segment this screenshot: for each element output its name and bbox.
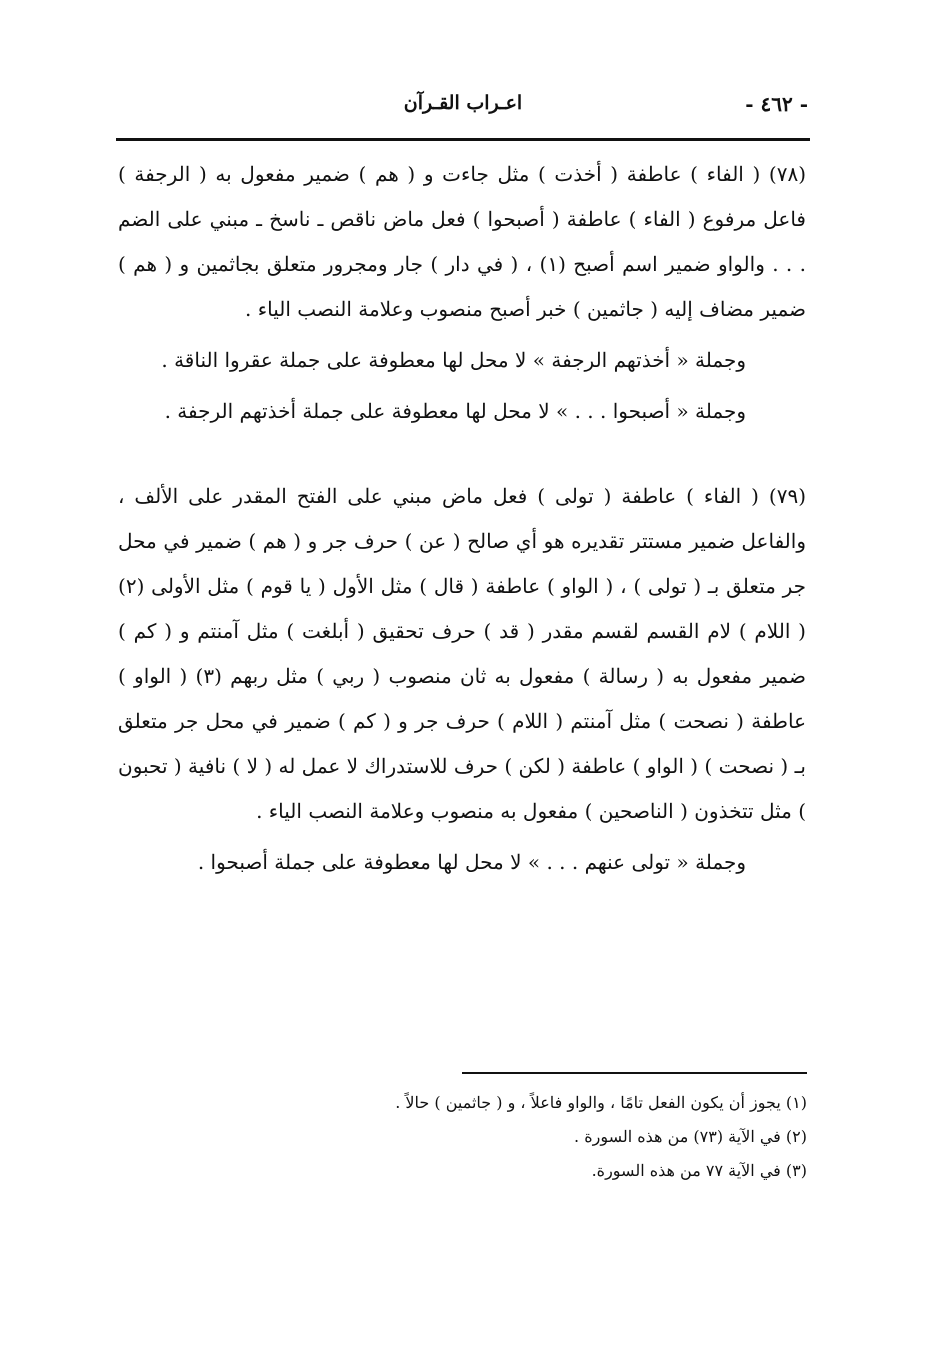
verse-entry-79: (٧٩) ( الفاء ) عاطفة ( تولى ) فعل ماض مبني على الفتح المقدر على الألف ، والفاعل ضمير مستتر تقديره هو أي صالح ( عن ) حرف جر و ( هم ) ضمير في محل جر متعلق بـ ( تولى ) ، ( الواو ) عاطفة ( قال ) مثل الأول ( يا قوم ) مثل الأولى (٢) ( اللام ) لام القسم لقسم مقدر ( قد ) حرف تحقيق ( أبلغت ) مثل آمنتم و ( كم ) ضمير مفعول به ( رسالة ) مفعول به ثان منصوب ( ربي ) مثل ربهم (٣) ( الواو ) عاطفة ( نصحت ) مثل آمنتم ( اللام ) حرف جر و ( كم ) ضمير في محل جر متعلق بـ ( نصحت ) ( الواو ) عاطفة ( لكن ) حرف للاستدراك لا عمل له ( لا ) نافية ( تحبون ) مثل تتخذون ( الناصحين ) مفعول به منصوب وعلامة النصب الياء . — [118, 484, 806, 823]
sentence-note-78-a: وجملة « أخذتهم الرجفة » لا محل لها معطوفة على جملة عقروا الناقة . — [161, 348, 746, 372]
sentence-note-79: وجملة « تولى عنهم . . . » لا محل لها معطوفة على جملة أصبحوا . — [197, 850, 746, 874]
main-text — [118, 152, 806, 885]
sentence-note-78-b: وجملة « أصبحوا . . . » لا محل لها معطوفة على جملة أخذتهم الرجفة . — [164, 399, 746, 423]
page-number: - ٤٦٢ - — [745, 92, 808, 116]
footnotes — [247, 1086, 807, 1188]
running-title: اعـراب القـرآن — [403, 92, 523, 114]
footnote-item: (٣) في الآية ٧٧ من هذه السورة. — [591, 1161, 807, 1180]
verse-entry-78: (٧٨) ( الفاء ) عاطفة ( أخذت ) مثل جاءت و ( هم ) ضمير مفعول به ( الرجفة ) فاعل مرفوع ( الفاء ) عاطفة ( أصبحوا ) فعل ماض ناقص ـ ناسخ ـ مبني على الضم . . . والواو ضمير اسم أصبح (١) ، ( في دار ) جار ومجرور متعلق بجاثمين و ( هم ) ضمير مضاف إليه ( جاثمين ) خبر أصبح منصوب وعلامة النصب الياء . — [118, 162, 806, 321]
footnote-item: (٢) في الآية (٧٣) من هذه السورة . — [574, 1127, 807, 1146]
section-gap — [118, 434, 806, 474]
footnote-divider — [462, 1072, 807, 1074]
page-header — [118, 88, 808, 128]
header-divider — [116, 138, 810, 141]
footnote-item: (١) يجوز أن يكون الفعل تامًا ، والواو فاعلاً ، و ( جاثمين ) حالاً . — [395, 1093, 807, 1112]
